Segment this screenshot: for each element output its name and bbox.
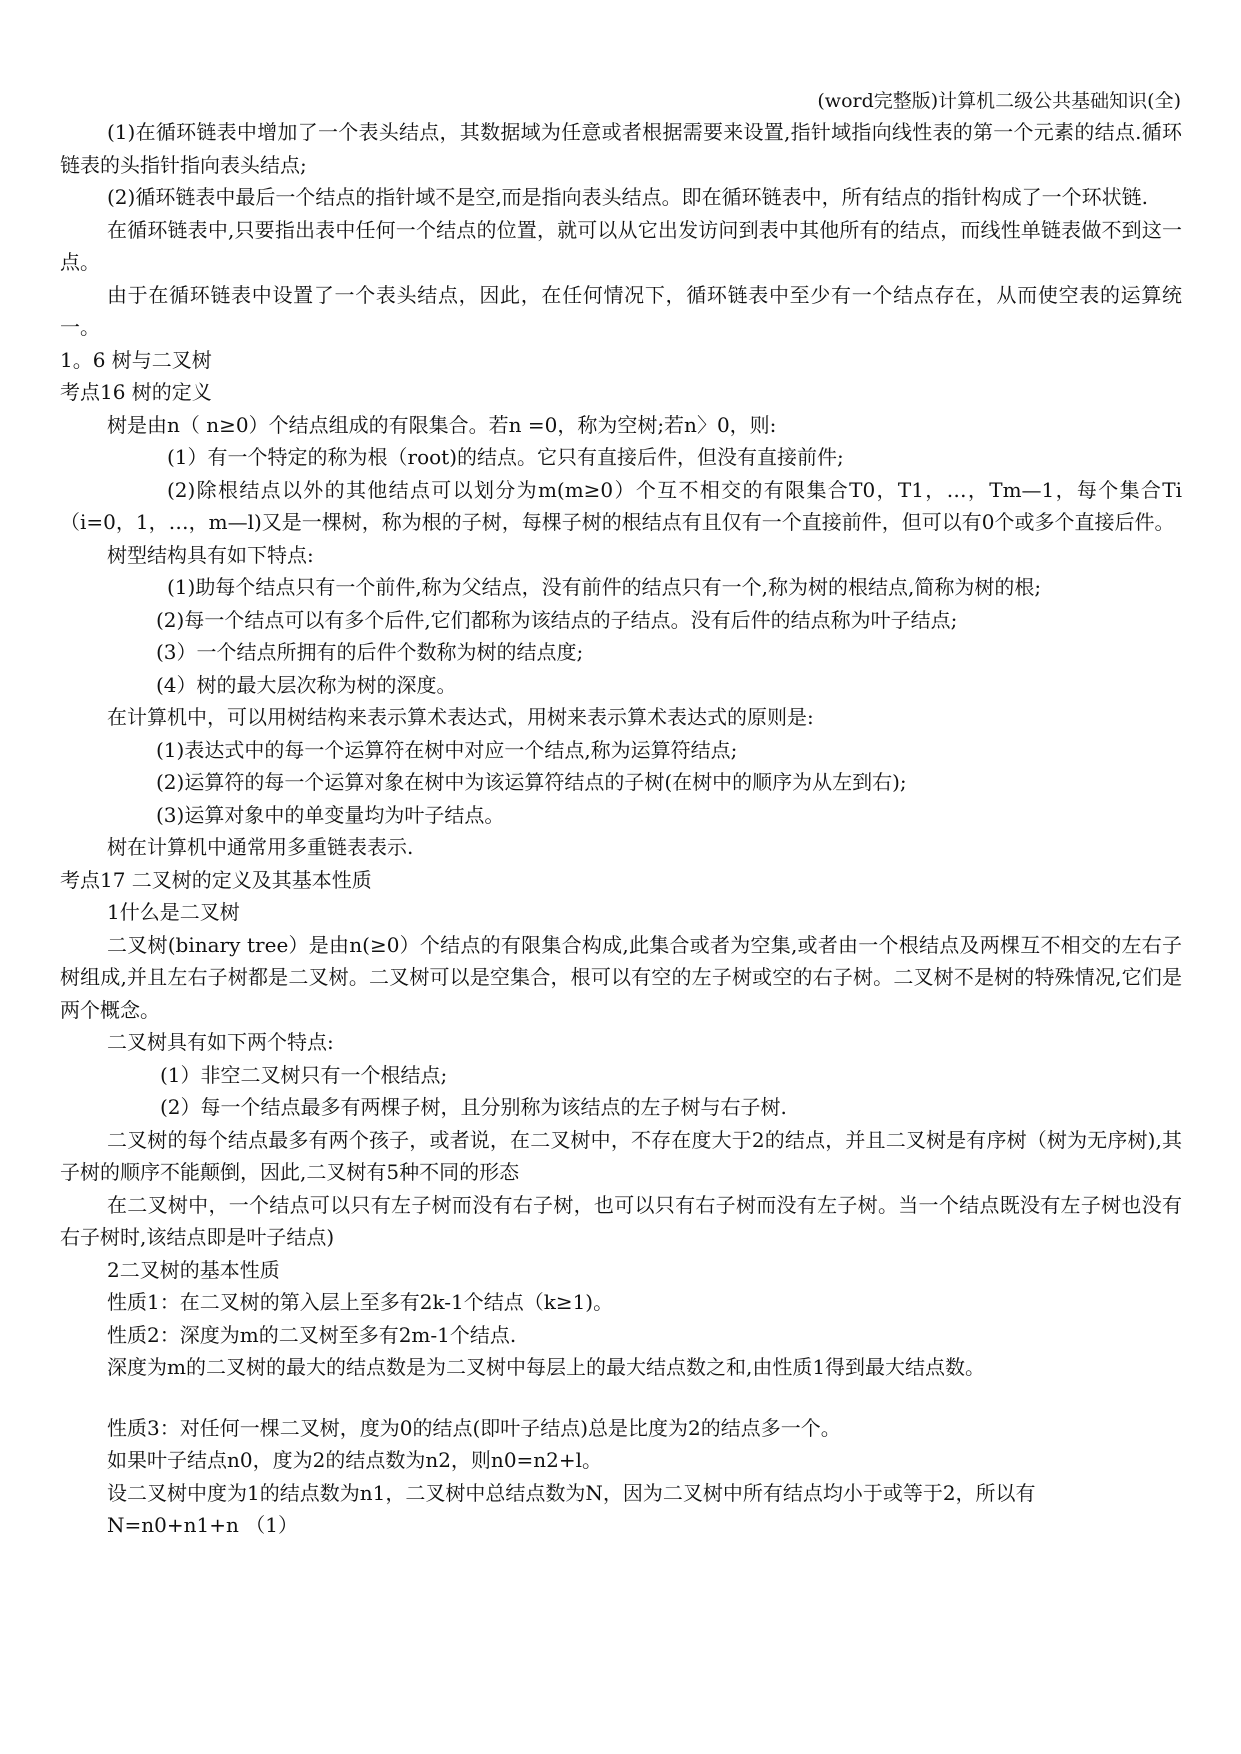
paragraph: 树型结构具有如下特点: [107, 542, 314, 567]
section-heading: 1。6 树与二叉树 [60, 347, 212, 372]
paragraph: (1)在循环链表中增加了一个表头结点，其数据域为任意或者根据需要来设置,指针域指向线性表的第一个元素的结点.循环链表的头指针指向表头结点; [60, 120, 1182, 177]
topic-heading: 考点16 树的定义 [60, 380, 212, 404]
property-line: 性质3：对任何一棵二叉树，度为0的结点(即叶子结点)总是比度为2的结点多一个。 [107, 1415, 841, 1440]
list-item: (1)助每个结点只有一个前件,称为父结点，没有前件的结点只有一个,称为树的根结点,简称为树的根; [167, 575, 1042, 599]
page-header-title: (word完整版)计算机二级公共基础知识(全) [817, 90, 1181, 112]
document-body [60, 116, 1182, 1542]
paragraph: 二叉树(binary tree）是由n(≥0）个结点的有限集合构成,此集合或者为空集,或者由一个根结点及两棵互不相交的左右子树组成,并且左右子树都是二叉树。二叉树可以是空集合，根可以有空的左子树或空的右子树。二叉树不是树的特殊情况,它们是两个概念。 [60, 932, 1182, 1022]
formula-line: N=n0+n1+n （1） [107, 1513, 298, 1537]
subheading: 2二叉树的基本性质 [107, 1257, 280, 1282]
paragraph: (2)循环链表中最后一个结点的指针域不是空,而是指向表头结点。即在循环链表中，所有结点的指针构成了一个环状链. [107, 185, 1149, 209]
paragraph: 如果叶子结点n0，度为2的结点数为n2，则n0=n2+l。 [107, 1448, 603, 1472]
list-item: (3）一个结点所拥有的后件个数称为树的结点度; [156, 640, 584, 664]
list-item: (4）树的最大层次称为树的深度。 [156, 672, 457, 697]
list-item: (1）非空二叉树只有一个根结点; [160, 1062, 448, 1087]
list-item: (2）每一个结点最多有两棵子树，且分别称为该结点的左子树与右子树. [160, 1095, 787, 1119]
paragraph: 在循环链表中,只要指出表中任何一个结点的位置，就可以从它出发访问到表中其他所有的结点，而线性单链表做不到这一点。 [60, 217, 1182, 274]
paragraph: 二叉树具有如下两个特点: [107, 1030, 334, 1054]
list-item: (1）有一个特定的称为根（root)的结点。它只有直接后件，但没有直接前件; [167, 445, 844, 469]
paragraph: 二叉树的每个结点最多有两个孩子，或者说，在二叉树中，不存在度大于2的结点，并且二叉树是有序树（树为无序树),其子树的顺序不能颠倒，因此,二叉树有5种不同的形态 [60, 1127, 1182, 1184]
property-line: 性质1：在二叉树的第入层上至多有2k-1个结点（k≥1)。 [107, 1290, 614, 1314]
paragraph: 由于在循环链表中设置了一个表头结点，因此，在任何情况下，循环链表中至少有一个结点存在，从而使空表的运算统一。 [60, 282, 1182, 339]
paragraph: 树在计算机中通常用多重链表表示. [107, 835, 414, 859]
property-line: 性质2：深度为m的二叉树至多有2m-1个结点. [107, 1322, 517, 1347]
topic-heading: 考点17 二叉树的定义及其基本性质 [60, 867, 372, 892]
paragraph: 在计算机中，可以用树结构来表示算术表达式，用树来表示算术表达式的原则是: [107, 705, 814, 729]
paragraph: 深度为m的二叉树的最大的结点数是为二叉树中每层上的最大结点数之和,由性质1得到最大结点数。 [107, 1355, 986, 1379]
paragraph: 设二叉树中度为1的结点数为n1，二叉树中总结点数为N，因为二叉树中所有结点均小于或等于2，所以有 [107, 1480, 1036, 1505]
list-item: (2)运算符的每一个运算对象在树中为该运算符结点的子树(在树中的顺序为从左到右); [156, 770, 907, 794]
blank-line [60, 1384, 1182, 1412]
subheading: 1什么是二叉树 [107, 900, 240, 924]
list-item: (2)每一个结点可以有多个后件,它们都称为该结点的子结点。没有后件的结点称为叶子结点; [156, 607, 958, 632]
paragraph: 在二叉树中，一个结点可以只有左子树而没有右子树，也可以只有右子树而没有左子树。当一个结点既没有左子树也没有右子树时,该结点即是叶子结点) [60, 1192, 1182, 1249]
paragraph: 树是由n（ n≥0）个结点组成的有限集合。若n =0，称为空树;若n〉0，则: [107, 412, 777, 437]
list-item: (3)运算对象中的单变量均为叶子结点。 [156, 802, 505, 827]
list-item: (1)表达式中的每一个运算符在树中对应一个结点,称为运算符结点; [156, 737, 738, 762]
list-item: (2)除根结点以外的其他结点可以划分为m(m≥0）个互不相交的有限集合T0，T1，…，Tm—1，每个集合Ti（i=0，1，…，m—l)又是一棵树，称为根的子树，每棵子树的根结点有且仅有一个直接前件，但可以有0个或多个直接后件。 [60, 477, 1182, 534]
